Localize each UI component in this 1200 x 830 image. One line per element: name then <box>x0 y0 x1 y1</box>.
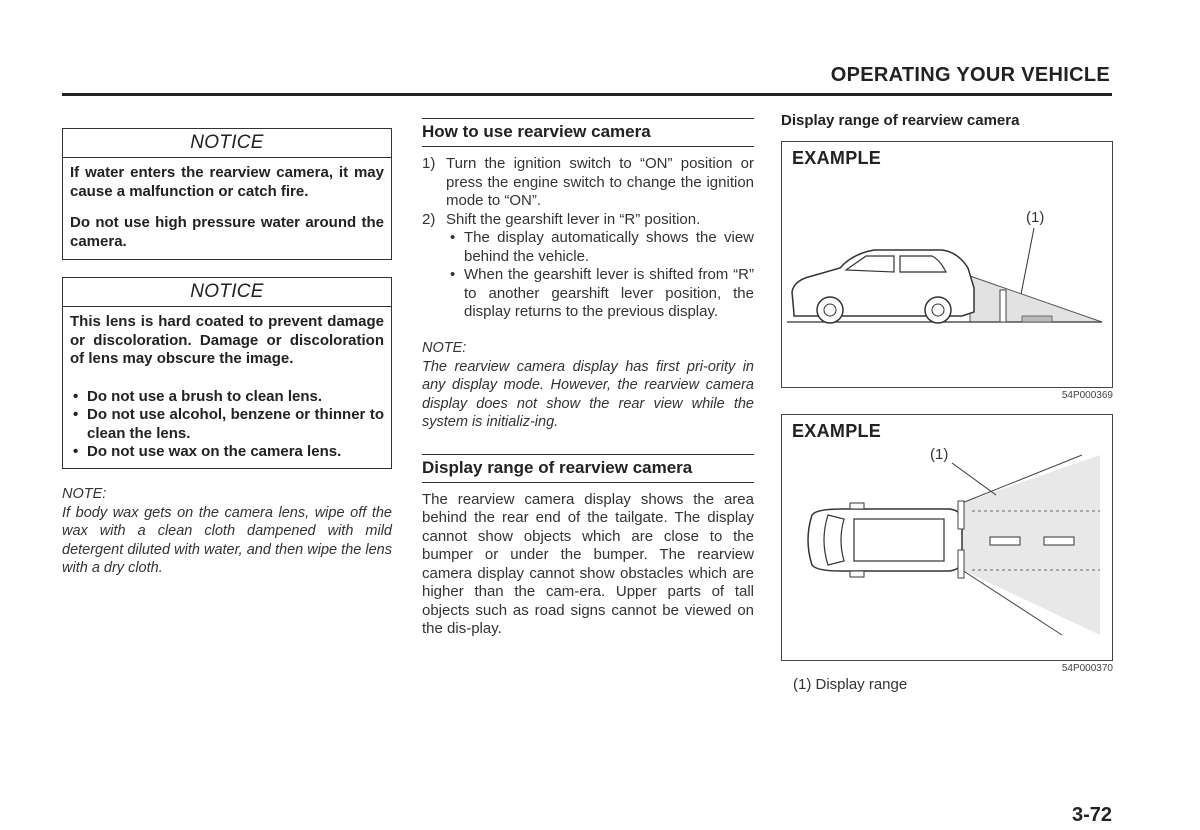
roof-icon <box>854 519 944 561</box>
figure-caption: (1) Display range <box>793 676 908 693</box>
top-view-illustration <box>782 415 1112 660</box>
display-range-text: The rearview camera display shows the area behind the rear end of the tailgate. The display cannot show objects which are close to the bumper or under the bumper. The rearview camera display cannot show obstacles which are higher than the cam-era. Upper parts of tall objects such as road signs cannot be viewed on the dis-play. <box>422 490 754 637</box>
step-text: Turn the ignition switch to “ON” position or press the engine switch to change the ignition mode to “ON”. <box>446 155 754 209</box>
note-text: If body wax gets on the camera lens, wipe off the wax with a clean cloth dampened with mild detergent diluted with water, and then wipe the lens with a dry cloth. <box>62 504 392 576</box>
pole-icon <box>958 501 964 529</box>
step-item <box>422 155 754 211</box>
figure-side-view <box>781 141 1113 388</box>
figure-code: 54P000369 <box>1061 390 1113 401</box>
steps-list <box>422 155 754 322</box>
column-left <box>62 128 392 578</box>
note-label: NOTE: <box>62 485 107 502</box>
side-view-illustration <box>782 142 1112 387</box>
step-bullet-list <box>446 229 754 322</box>
step-number: 1) <box>422 155 436 172</box>
section-heading-display-range: Display range of rearview camera <box>422 454 754 483</box>
note-label: NOTE: <box>422 339 467 356</box>
callout-line <box>952 463 996 495</box>
step-item <box>422 211 754 322</box>
notice-title: NOTICE <box>63 129 391 158</box>
header-rule <box>62 93 1112 96</box>
mirror-icon <box>850 571 864 577</box>
notice-box-lens <box>62 277 392 469</box>
notice-bullet: • Do not use alcohol, benzene or thinner to clean the lens. <box>70 406 384 443</box>
notice-body <box>63 307 391 468</box>
figure-label: EXAMPLE <box>792 148 882 168</box>
step-text: Shift the gearshift lever in “R” position. <box>446 210 701 228</box>
note-priority <box>422 340 754 432</box>
tall-object-icon <box>1000 290 1006 322</box>
wheel-icon <box>932 304 944 316</box>
notice-bullet: • Do not use a brush to clean lens. <box>70 388 384 407</box>
notice-box-water <box>62 128 392 260</box>
note-wax <box>62 486 392 578</box>
parking-line-icon <box>1044 537 1074 545</box>
windshield-icon <box>824 515 844 565</box>
callout-label: (1) <box>1026 209 1045 226</box>
wheel-icon <box>824 304 836 316</box>
callout-label: (1) <box>930 446 949 463</box>
notice-title: NOTICE <box>63 278 391 307</box>
notice-bullet: • Do not use wax on the camera lens. <box>70 443 384 462</box>
step-number: 2) <box>422 210 436 228</box>
figure-code: 54P000370 <box>1061 663 1113 674</box>
step-bullet: • The display automatically shows the view behind the vehicle. <box>446 229 754 266</box>
mirror-icon <box>850 503 864 509</box>
display-range-area <box>970 276 1102 322</box>
section-title: OPERATING YOUR VEHICLE <box>830 64 1110 86</box>
notice-body <box>63 158 391 259</box>
parking-line-icon <box>990 537 1020 545</box>
column-right <box>781 112 1113 693</box>
notice-paragraph: If water enters the rearview camera, it may cause a malfunction or catch fire. <box>70 164 384 200</box>
figure-heading: Display range of rearview camera <box>781 112 1020 129</box>
figure-top-view <box>781 414 1113 661</box>
note-text: The rearview camera display has first pri-ority in any display mode. However, the rearview camera display does not show the rear view while the system is initializ-ing. <box>422 358 754 430</box>
figure-label: EXAMPLE <box>792 421 882 441</box>
section-heading-how-to: How to use rearview camera <box>422 118 754 147</box>
display-range-area <box>962 455 1100 635</box>
column-middle <box>422 118 754 639</box>
pole-icon <box>958 550 964 578</box>
step-bullet: • When the gearshift lever is shifted from “R” to another gearshift lever position, the display returns to the previous display. <box>446 266 754 322</box>
notice-paragraph: Do not use high pressure water around the camera. <box>70 214 384 250</box>
notice-bullet-list <box>70 388 384 462</box>
ground-object-icon <box>1022 316 1052 322</box>
notice-paragraph: This lens is hard coated to prevent damage or discoloration. Damage or discoloration of lens may obscure the image. <box>70 313 384 367</box>
page-number: 3-72 <box>1071 804 1112 826</box>
